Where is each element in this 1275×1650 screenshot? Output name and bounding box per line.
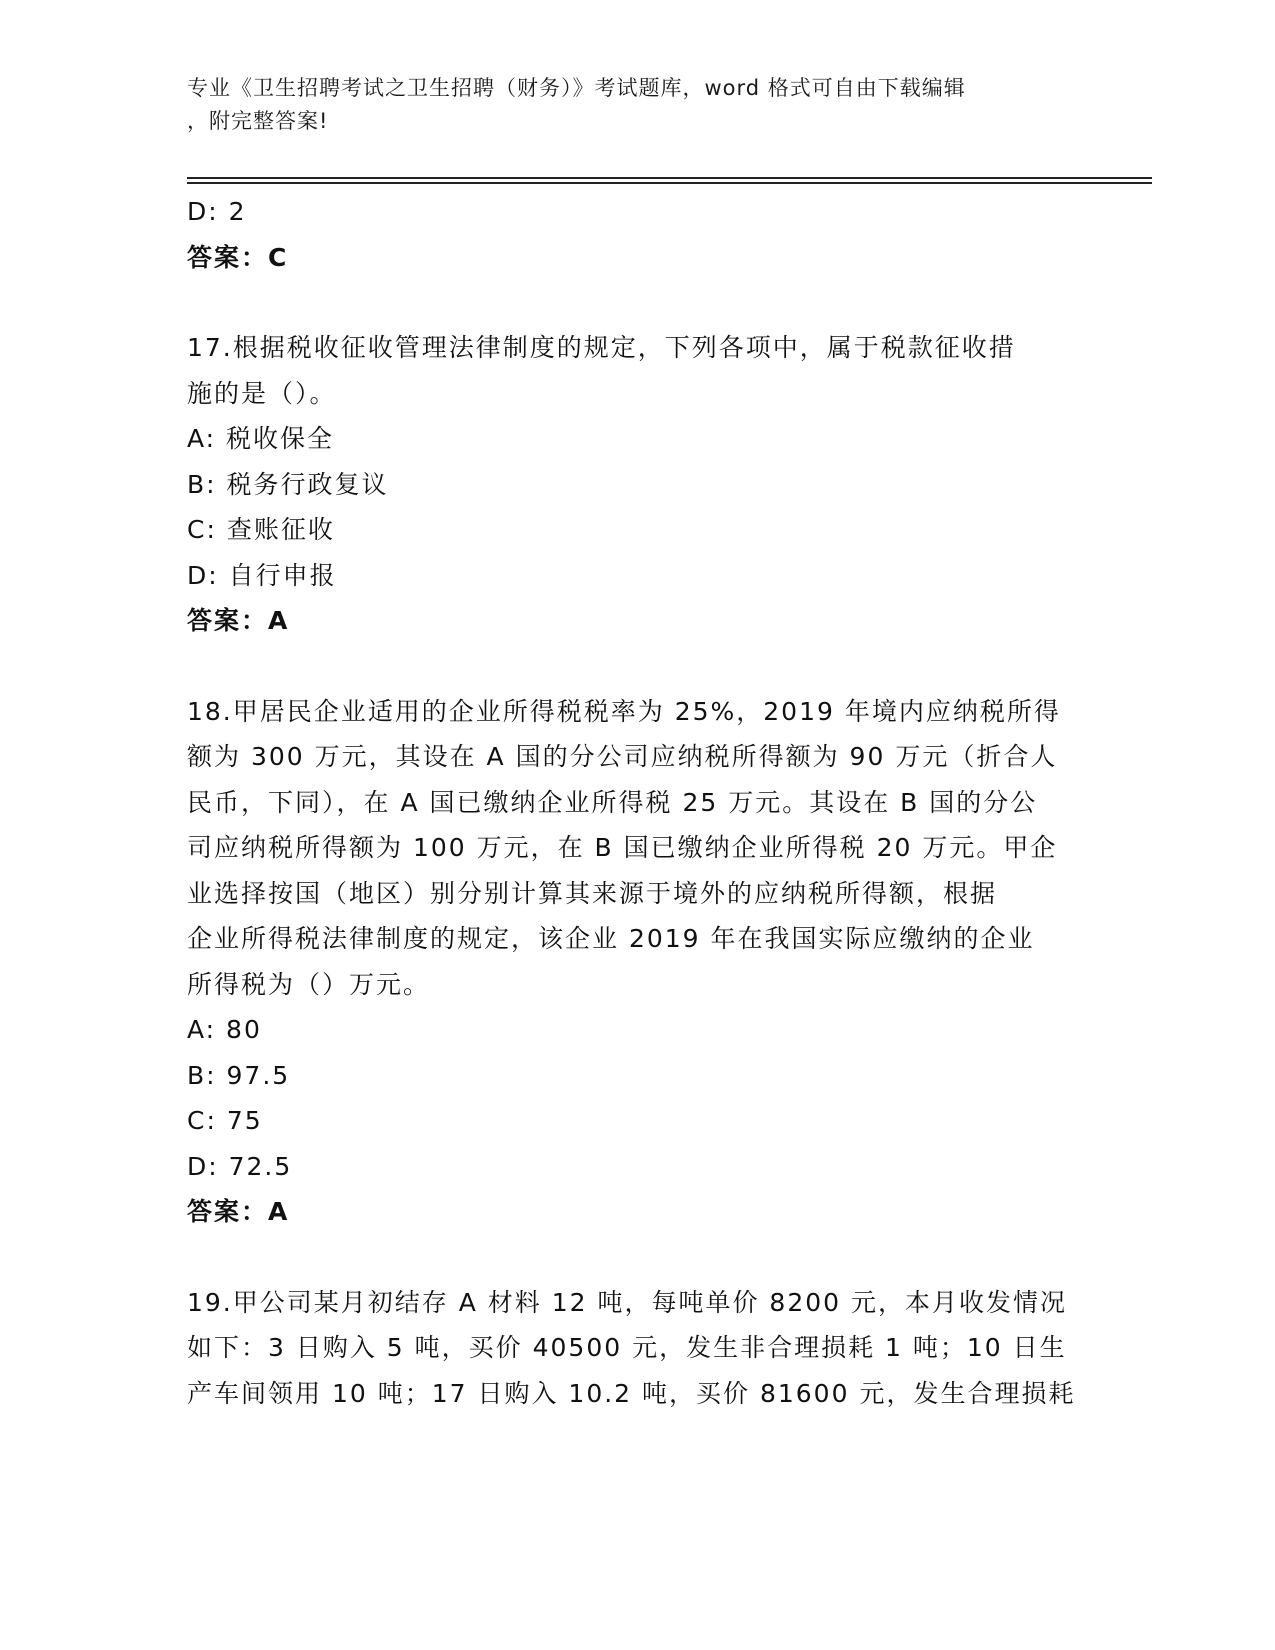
q18-option-c: C: 75 bbox=[187, 1106, 263, 1135]
q17-stem-line: 17.根据税收征收管理法律制度的规定，下列各项中，属于税款征收措 bbox=[187, 333, 1016, 362]
spacer bbox=[187, 1235, 1077, 1280]
header-divider-top bbox=[187, 177, 1152, 179]
q17-option-d: D: 自行申报 bbox=[187, 560, 337, 590]
prev-answer: 答案：C bbox=[187, 242, 289, 272]
q17-option-b: B: 税务行政复议 bbox=[187, 469, 389, 499]
q19-stem-line: 产车间领用 10 吨；17 日购入 10.2 吨，买价 81600 元，发生合理损耗 bbox=[187, 1378, 1076, 1408]
document-header bbox=[187, 72, 1077, 138]
prev-option-d: D: 2 bbox=[187, 197, 247, 226]
q18-stem-line: 额为 300 万元，其设在 A 国的分公司应纳税所得额为 90 万元（折合人 bbox=[187, 742, 1058, 771]
q18-stem-line: 司应纳税所得额为 100 万元，在 B 国已缴纳企业所得税 20 万元。甲企 bbox=[187, 833, 1058, 862]
header-divider-bottom bbox=[187, 182, 1152, 184]
q17-option-a: A: 税收保全 bbox=[187, 424, 335, 453]
q19-stem-line: 如下：3 日购入 5 吨，买价 40500 元，发生非合理损耗 1 吨；10 日生 bbox=[187, 1333, 1067, 1362]
header-line-2: ，附完整答案! bbox=[187, 109, 329, 133]
q18-option-b: B: 97.5 bbox=[187, 1060, 291, 1090]
spacer bbox=[187, 644, 1077, 689]
q17-answer: 答案：A bbox=[187, 606, 290, 635]
q18-stem-line: 18.甲居民企业适用的企业所得税税率为 25%，2019 年境内应纳税所得 bbox=[187, 696, 1061, 726]
q19-stem-line: 19.甲公司某月初结存 A 材料 12 吨，每吨单价 8200 元，本月收发情况 bbox=[187, 1287, 1067, 1317]
q18-option-a: A: 80 bbox=[187, 1015, 262, 1044]
q17-option-c: C: 查账征收 bbox=[187, 515, 335, 544]
spacer bbox=[187, 280, 1077, 325]
q18-stem-line: 企业所得税法律制度的规定，该企业 2019 年在我国实际应缴纳的企业 bbox=[187, 924, 1035, 953]
q17-stem-line: 施的是（）。 bbox=[187, 378, 337, 408]
question-17 bbox=[187, 325, 1077, 644]
question-18 bbox=[187, 689, 1077, 1235]
header-line-1: 专业《卫生招聘考试之卫生招聘（财务）》考试题库，word 格式可自由下载编辑 bbox=[187, 76, 966, 100]
q18-stem-line: 业选择按国（地区）别分别计算其来源于境外的应纳税所得额，根据 bbox=[187, 878, 998, 908]
q18-stem-line: 民币，下同），在 A 国已缴纳企业所得税 25 万元。其设在 B 国的分公 bbox=[187, 787, 1038, 817]
q18-stem-line: 所得税为（）万元。 bbox=[187, 969, 431, 999]
q18-answer: 答案：A bbox=[187, 1197, 290, 1226]
q18-option-d: D: 72.5 bbox=[187, 1151, 293, 1181]
question-content bbox=[187, 189, 1077, 1416]
question-19 bbox=[187, 1280, 1077, 1417]
